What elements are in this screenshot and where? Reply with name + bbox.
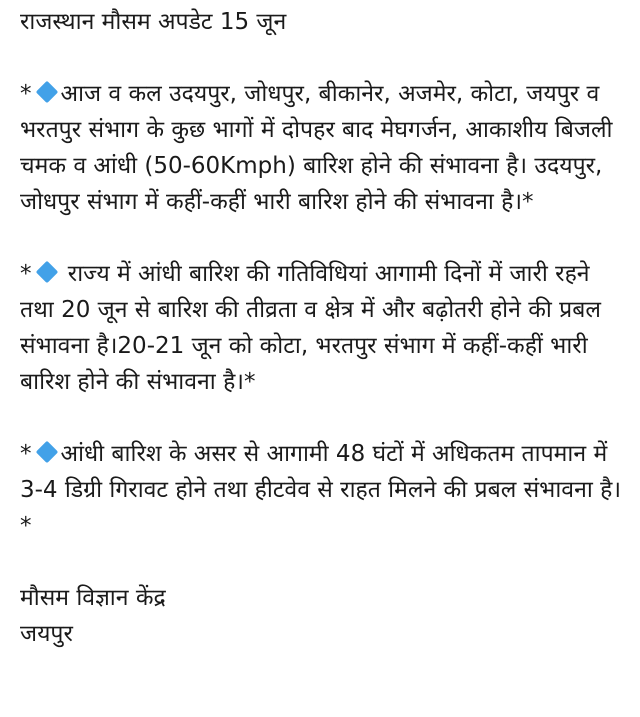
- bulletin-paragraph-3: [20, 436, 622, 544]
- page-title: राजस्थान मौसम अपडेट 15 जून: [20, 9, 287, 35]
- small-blue-diamond-icon: [35, 81, 58, 104]
- bullet-suffix: *: [522, 189, 534, 215]
- paragraph-text: आंधी बारिश के असर से आगामी 48 घंटों में अधिकतम तापमान में 3-4 डिग्री गिरावट होने तथा हीटवेव से राहत मिलने की प्रबल संभावना है।: [20, 441, 622, 503]
- paragraph-text: राज्य में आंधी बारिश की गतिविधियां आगामी दिनों में जारी रहने तथा 20 जून से बारिश की तीव्रता व क्षेत्र में और बढ़ोतरी होने की प्रबल संभावना है।20-21 जून को कोटा, भरतपुर संभाग में कहीं-कहीं भारी बारिश होने की संभावना है।: [20, 261, 601, 395]
- bullet-suffix: *: [20, 513, 32, 539]
- small-blue-diamond-icon: [35, 441, 58, 464]
- paragraph-text: आज व कल उदयपुर, जोधपुर, बीकानेर, अजमेर, कोटा, जयपुर व भरतपुर संभाग के कुछ भागों में दोपहर बाद मेघगर्जन, आकाशीय बिजली चमक व आंधी (50-60Kmph) बारिश होने की संभावना है। उदयपुर, जोधपुर संभाग में कहीं-कहीं भारी बारिश होने की संभावना है।: [20, 81, 613, 215]
- bullet-prefix: *: [20, 81, 32, 107]
- signature-organization: मौसम विज्ञान केंद्र: [20, 585, 166, 611]
- small-blue-diamond-icon: [35, 261, 58, 284]
- signature-city: जयपुर: [20, 621, 73, 647]
- bullet-prefix: *: [20, 441, 32, 467]
- signature: [20, 580, 622, 652]
- bullet-suffix: *: [244, 369, 256, 395]
- bullet-prefix: *: [20, 261, 32, 287]
- bulletin-paragraph-2: [20, 256, 622, 400]
- bulletin-paragraph-1: [20, 76, 622, 220]
